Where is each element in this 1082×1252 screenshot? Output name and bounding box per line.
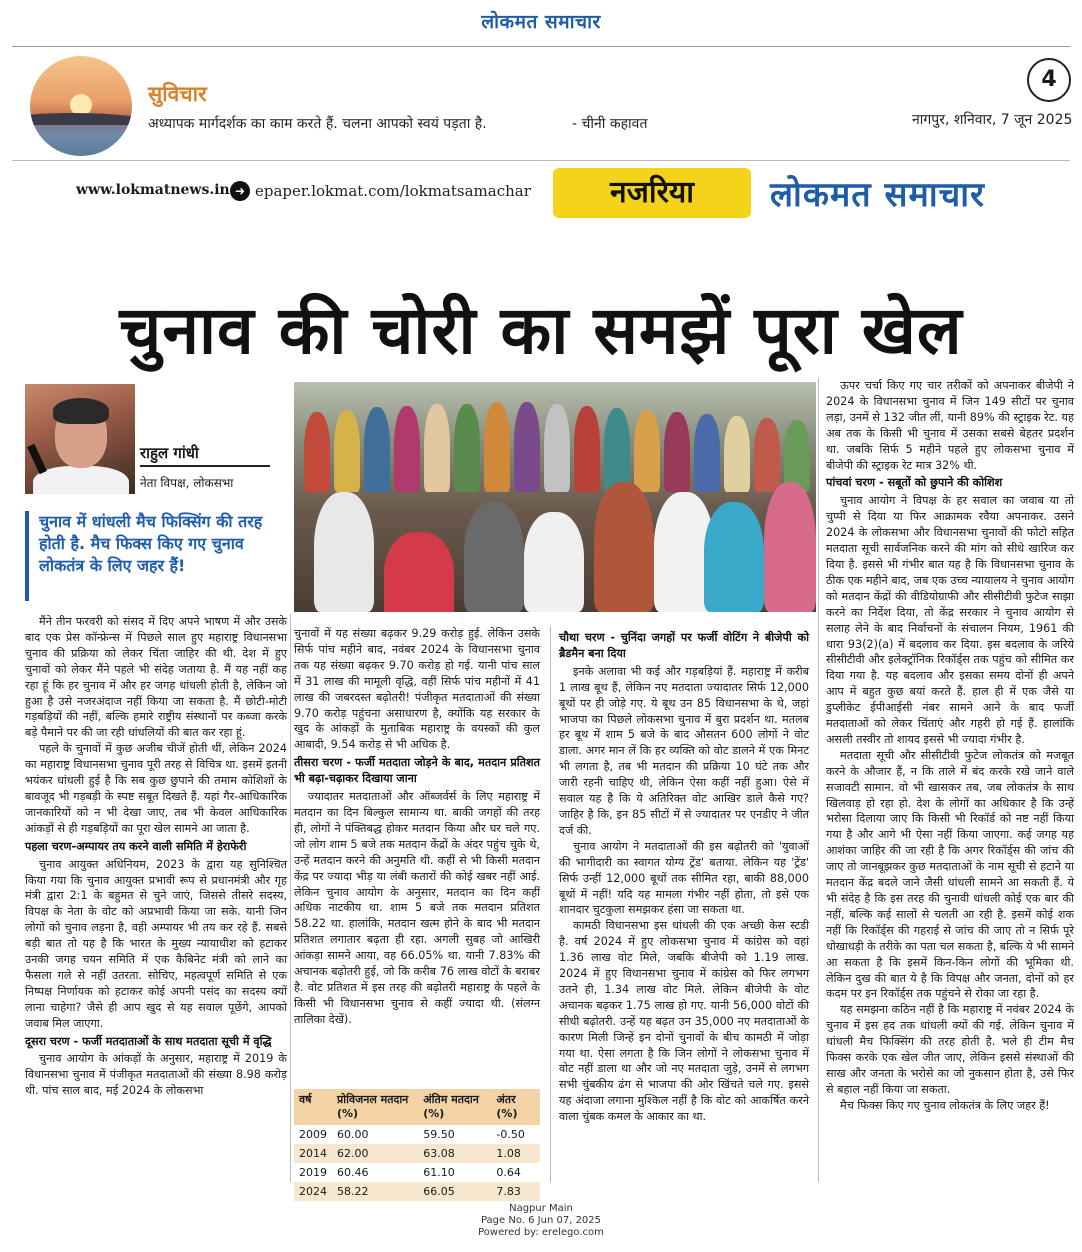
paragraph: ज्यादातर मतदाताओं और ऑब्जर्वर्स के लिए महाराष्ट्र में मतदान का दिन बिल्कुल सामान्य था. बाकी जगहों की तरह ही, लोगों ने पंक्तिबद्ध होकर मतदान किया और घर चले गए. जो लोग शाम 5 बजे तक मतदान केंद्रों के अंदर पहुंच चुके थे, उन्हें मतदान करने की अनुमति थी. कहीं से भी किसी मतदान केंद्र पर ज्यादा भीड़ या लंबी कतारों की कोई खबर नहीं आई. लेकिन चुनाव आयोग के अनुसार, मतदान का दिन कहीं अधिक नाटकीय था. शाम 5 बजे तक मतदान प्रतिशत 58.22 था. हालांकि, मतदान खत्म होने के बाद भी मतदान प्रतिशत लगातार बढ़ता ही रहा. अगली सुबह जो आखिरी आंकड़ा सामने आया, वह 66.05% था. यानी 7.83% की अचानक बढ़ोतरी हुई, जो कि करीब 76 लाख वोटों के बराबर है. वोट प्रतिशत में इस तरह की बढ़ोतरी महाराष्ट्र के पहले के किसी भी विधानसभा चुनाव से कहीं ज्यादा थी. (संलग्न तालिका देखें). xyxy=(294,790,540,1026)
table-cell: 61.10 xyxy=(418,1163,491,1182)
article-headline: चुनाव की चोरी का समझें पूरा खेल xyxy=(119,292,963,369)
turnout-table xyxy=(294,1089,540,1201)
pull-quote: चुनाव में धांधली मैच फिक्सिंग की तरह होती है. मैच फिक्स किए गए चुनाव लोकतंत्र के लिए जहर हैं! xyxy=(25,511,287,601)
author-rule xyxy=(140,465,270,467)
table-row xyxy=(294,1163,540,1182)
subheading: पांचवां चरण - सबूतों को छुपाने की कोशिश xyxy=(826,476,1003,490)
table-cell: 58.22 xyxy=(332,1182,418,1201)
table-header-row xyxy=(294,1089,540,1125)
article-column-4 xyxy=(826,378,1074,1114)
brand-logo: लोकमत समाचार xyxy=(770,175,985,215)
table-cell: 63.08 xyxy=(418,1144,491,1163)
cursor-click-icon: ➜ xyxy=(230,181,250,201)
paragraph: पहले के चुनावों में कुछ अजीब चीजें होती थीं, लेकिन 2024 का महाराष्ट्र विधानसभा चुनाव पूरी तरह से विचित्र था. इसमें इतनी भयंकर धांधली हुई है कि सब कुछ छुपाने की तमाम कोशिशों के बावजूद भी गड़बड़ी के स्पष्ट सबूत दिखते हैं. यहां गैर-आधिकारिक जानकारियों को न भी देखा जाए, तब भी केवल आधिकारिक आंकड़ों से ही गड़बड़ियों का पूरा खेल सामने आ जाता है. xyxy=(25,742,287,835)
article-column-2 xyxy=(294,626,540,1028)
table-cell: 2019 xyxy=(294,1163,332,1182)
suvichar-source: - चीनी कहावत xyxy=(572,116,648,132)
subheading: चौथा चरण - चुनिंदा जगहों पर फर्जी वोटिंग ने बीजेपी को ब्रैडमैन बना दिया xyxy=(559,631,809,660)
subheading: तीसरा चरण - फर्जी मतदाता जोड़ने के बाद, मतदान प्रतिशत भी बढ़ा-चढ़ाकर दिखाया जाना xyxy=(294,756,540,786)
paragraph: चुनाव आयोग के आंकड़ों के अनुसार, महाराष्ट्र में 2019 के विधानसभा चुनाव में पंजीकृत मतदाताओं की संख्या 8.98 करोड़ थी. पांच साल बाद, मई 2024 के लोकसभा xyxy=(25,1052,287,1098)
paragraph: चुनाव आयोग ने मतदाताओं की इस बढ़ोतरी को 'युवाओं की भागीदारी का स्वागत योग्य ट्रेंड' बताया. लेकिन यह 'ट्रेंड' सिर्फ उन्हीं 12,000 बूथों तक सीमित रहा, बाकी 88,000 बूथों में नहीं! यदि यह मामला गंभीर नहीं होता, तो इसे एक शानदार चुटकुला समझकर हंसा जा सकता था. xyxy=(559,839,809,917)
page-footer xyxy=(0,1203,1082,1239)
table-cell: 60.00 xyxy=(332,1125,418,1144)
suvichar-quote: अध्यापक मार्गदर्शक का काम करते हैं. चलना आपको स्वयं पड़ता है. xyxy=(148,116,487,132)
voters-queue-photo xyxy=(294,382,816,612)
article-column-3 xyxy=(559,628,809,1125)
suvichar-title: सुविचार xyxy=(148,82,207,106)
paragraph: चुनाव आयुक्त अधिनियम, 2023 के द्वारा यह सुनिश्चित किया गया कि चुनाव आयुक्त प्रभावी रूप से प्रधानमंत्री और गृह मंत्री द्वारा 2:1 के बहुमत से चुने जाएं, जिससे तीसरे सदस्य, विपक्ष के नेता के वोट को अप्रभावी किया जा सके. यानी जिन लोगों को चुनाव लड़ना है, वही अम्पायर भी तय कर रहे हैं. सबसे बड़ी बात तो यह है कि भारत के मुख्य न्यायाधीश को हटाकर उनकी जगह चयन समिति में एक कैबिनेट मंत्री को लाने का फैसला गले से नहीं उतरता. सोचिए, महत्वपूर्ण समिति से एक निष्पक्ष निर्णायक को हटाकर कोई अपनी पसंद का सदस्य क्यों लाना चाहेगा? जैसे ही आप खुद से यह सवाल पूछेंगे, आपको जवाब मिल जाएगा. xyxy=(25,857,287,1030)
table-header: वर्ष xyxy=(294,1089,332,1125)
paragraph: चुनाव आयोग ने विपक्ष के हर सवाल का जवाब या तो चुप्पी से दिया या फिर आक्रामक रवैया अपनाकर. उसने 2024 के लोकसभा और विधानसभा चुनावों की फोटो सहित मतदाता सूची सार्वजनिक करने की मांग को सीधे खारिज कर दिया है. इससे भी गंभीर बात यह है कि विधानसभा चुनाव के ठीक एक महीने बाद, जब एक उच्च न्यायालय ने चुनाव आयोग को मतदान केंद्रों की वीडियोग्राफी और सीसीटीवी फुटेज साझा करने का निर्देश दिया, तो केंद्र सरकार ने चुनाव आयोग से सलाह लेने के बाद निर्वाचनों के संचालन नियम, 1961 की धारा 93(2)(a) में बदलाव कर दिया. इस बदलाव के जरिये सीसीटीवी और इलेक्ट्रॉनिक रिकॉर्ड्स तक पहुंच को सीमित कर दिया गया है. यह बदलाव और इसका समय दोनों ही अपने आप में बहुत कुछ बयां करते हैं. हाल ही में एक जैसे या डुप्लीकेट ईपीआईसी नंबर सामने आने के बाद फर्जी मतदाताओं को लेकर चिंताएं और गहरी हो गई हैं. हालांकि असली तस्वीर तो शायद इससे भी ज्यादा गंभीर है. xyxy=(826,494,1074,746)
table-row xyxy=(294,1125,540,1144)
table-header: अंतर (%) xyxy=(491,1089,540,1125)
table-cell: 59.50 xyxy=(418,1125,491,1144)
table-cell: -0.50 xyxy=(491,1125,540,1144)
table-cell: 0.64 xyxy=(491,1163,540,1182)
page-number: 4 xyxy=(1027,58,1071,102)
table-row xyxy=(294,1144,540,1163)
paragraph: ऊपर चर्चा किए गए चार तरीकों को अपनाकर बीजेपी ने 2024 के विधानसभा चुनाव में जिन 149 सीटों पर चुनाव लड़ा, उनमें से 132 जीत लीं, यानी 89% की स्ट्राइक रेट. यह अब तक के किसी भी चुनाव में उसका सबसे बेहतर प्रदर्शन था. जबकि सिर्फ 5 महीने पहले हुए लोकसभा चुनाव में बीजेपी की स्ट्राइक रेट मात्र 32% थी. xyxy=(826,379,1074,472)
author-role: नेता विपक्ष, लोकसभा xyxy=(140,476,234,490)
paragraph: यह समझना कठिन नहीं है कि महाराष्ट्र में नवंबर 2024 के चुनाव में इस हद तक धांधली क्यों की गई. लेकिन चुनाव में धांधली मैच फिक्सिंग की तरह होती है. भले ही टीम मैच फिक्स करके एक खेल जीत जाए, लेकिन इससे संस्थाओं की साख और जनता के भरोसे का जो नुकसान होता है, उसे फिर से बहाल नहीं किया जा सकता. xyxy=(826,1003,1074,1096)
masthead xyxy=(0,0,1082,48)
table-header: अंतिम मतदान (%) xyxy=(418,1089,491,1125)
paragraph: कामठी विधानसभा इस धांधली की एक अच्छी केस स्टडी है. वर्ष 2024 में हुए लोकसभा चुनाव में कांग्रेस को वहां 1.36 लाख वोट मिले, जबकि बीजेपी को 1.19 लाख. 2024 में हुए विधानसभा चुनाव में कांग्रेस को फिर लगभग उतने ही, 1.34 लाख वोट मिले. लेकिन बीजेपी के वोट अचानक बढ़कर 1.75 लाख हो गए. यानी 56,000 वोटों की सीधी बढ़ोतरी. उन्हें यह बढ़त उन 35,000 नए मतदाताओं के कारण मिली जिन्हें इन दोनों चुनावों के बीच कामठी में जोड़ा गया था. ऐसा लगता है कि जिन लोगों ने लोकसभा चुनाव में वोट नहीं डाला था और जो नए मतदाता जुड़े, उनमें से लगभग सभी चुंबकीय ढंग से भाजपा की ओर खिंचते चले गए. इससे यह अंदाजा लगाना मुश्किल नहीं है कि वोट को आकर्षित करने वाला चुंबक कमल के आकार का था. xyxy=(559,919,809,1124)
paragraph: इनके अलावा भी कई और गड़बड़ियां हैं. महाराष्ट्र में करीब 1 लाख बूथ हैं, लेकिन नए मतदाता ज्यादातर सिर्फ 12,000 बूथों पर ही जोड़े गए. ये बूथ उन 85 विधानसभा के थे, जहां भाजपा का पिछले लोकसभा चुनाव में बुरा प्रदर्शन था. मतलब हर बूथ में शाम 5 बजे के बाद औसतन 600 लोगों ने वोट डाला. अगर मान लें कि हर व्यक्ति को वोट डालने में एक मिनट भी लगता है, तब भी मतदान की प्रक्रिया 10 घंटे तक और जारी रहनी चाहिए थी, लेकिन ऐसा कहीं नहीं हुआ। ऐसे में सवाल यह है कि ये अतिरिक्त वोट आखिर डाले कैसे गए? जाहिर है कि, इन 85 सीटों में से ज्यादातर पर एनडीए ने जीत दर्ज की. xyxy=(559,664,809,837)
website-link[interactable]: www.lokmatnews.in xyxy=(76,182,230,198)
masthead-rule xyxy=(12,46,1070,47)
masthead-brand: लोकमत समाचार xyxy=(481,11,601,33)
section-label: नजरिया xyxy=(553,168,751,218)
paragraph: मैच फिक्स किए गए चुनाव लोकतंत्र के लिए जहर हैं! xyxy=(840,1098,1050,1112)
footer-edition: Nagpur Main xyxy=(509,1203,573,1214)
table-cell: 7.83 xyxy=(491,1182,540,1201)
table-cell: 60.46 xyxy=(332,1163,418,1182)
paragraph: चुनावों में यह संख्या बढ़कर 9.29 करोड़ हुई. लेकिन उसके सिर्फ पांच महीने बाद, नवंबर 2024 के विधानसभा चुनाव तक यह संख्या बढ़कर 9.70 करोड़ हो गई. यानी पांच साल में 31 लाख की मामूली वृद्धि, वहीं सिर्फ पांच महीनों में 41 लाख की जबरदस्त बढ़ोतरी! पंजीकृत मतदाताओं की संख्या 9.70 करोड़ पहुंचना असाधारण है, क्योंकि यह सरकार के खुद के आंकड़ों के मुताबिक महाराष्ट्र के वयस्कों की कुल आबादी, 9.54 करोड़ से भी अधिक है. xyxy=(294,627,540,752)
article-column-1 xyxy=(25,614,287,1099)
suvichar-sunset-image xyxy=(30,56,132,156)
table-cell: 2024 xyxy=(294,1182,332,1201)
table-cell: 62.00 xyxy=(332,1144,418,1163)
table-cell: 66.05 xyxy=(418,1182,491,1201)
column-rule xyxy=(818,378,819,1182)
column-rule xyxy=(550,626,551,1182)
paragraph: मतदाता सूची और सीसीटीवी फुटेज लोकतंत्र को मजबूत करने के औजार हैं, न कि ताले में बंद करके रखे जाने वाले सजावटी सामान. वो भी खासकर तब, जब लोकतंत्र के साथ खिलवाड़ हो रहा हो. देश के लोगों का अधिकार है कि उन्हें भरोसा दिलाया जाए कि किसी भी रिकॉर्ड को नष्ट नहीं किया गया है और आगे भी ऐसा नहीं किया जाएगा. कई जगह यह आशंका जाहिर की जा रही है कि अगर रिकॉर्ड्स की जांच की जाए तो जानबूझकर कुछ मतदाताओं के नाम सूची से हटाने या मतदान केंद्र बदले जाने जैसी धांधली सामने आ सकती हैं. ये भी संदेह है कि इस तरह की चुनावी धांधली कोई एक बार की नहीं, बल्कि कई सालों से चलती आ रही है. इसमें कोई शक नहीं कि रिकॉर्ड्स की गहराई से जांच की जाए तो न सिर्फ पूरे धोखाधड़ी के तरीके का पता चल सकता है, बल्कि ये भी सामने आ सकता है कि इसमें किन-किन लोगों की भूमिका थी. लेकिन दुख की बात ये है कि विपक्ष और जनता, दोनों को हर कदम पर इन रिकॉर्ड्स तक पहुंचने से रोका जा रहा है. xyxy=(826,748,1075,1001)
table-cell: 2009 xyxy=(294,1125,332,1144)
paragraph: मैंने तीन फरवरी को संसद में दिए अपने भाषण में और उसके बाद एक प्रेस कॉन्फ्रेन्स में पिछले साल हुए महाराष्ट्र विधानसभा चुनाव की प्रक्रिया को लेकर चिंता जाहिर की थी. देश में हुए चुनावों को लेकर मैंने पहले भी संदेह जताया है. मैं यह नहीं कह रहा हूं कि हर चुनाव में और हर जगह धांधली होती है, लेकिन जो हुआ है उसे नजरअंदाज नहीं किया जा सकता है. मैं छोटी-मोटी गड़बड़ियों की नहीं, बल्कि हमारे राष्ट्रीय संस्थानों पर कब्जा करके बड़े पैमाने पर की जा रही धांधलियों की बात कर रहा हूं. xyxy=(25,615,287,740)
table-cell: 2014 xyxy=(294,1144,332,1163)
author-photo xyxy=(25,384,135,494)
column-rule xyxy=(290,614,291,1182)
table-row xyxy=(294,1182,540,1201)
table-cell: 1.08 xyxy=(491,1144,540,1163)
subheading: पहला चरण-अम्पायर तय करने वाली समिति में हेराफेरी xyxy=(25,839,247,853)
header-rule xyxy=(12,160,1070,161)
epaper-link[interactable]: epaper.lokmat.com/lokmatsamachar xyxy=(255,182,531,200)
footer-page-info: Page No. 6 Jun 07, 2025 xyxy=(480,1215,602,1226)
subheading: दूसरा चरण - फर्जी मतदाताओं के साथ मतदाता सूची में वृद्धि xyxy=(25,1034,272,1048)
table-header: प्रोविजनल मतदान (%) xyxy=(332,1089,418,1125)
dateline: नागपुर, शनिवार, 7 जून 2025 xyxy=(912,112,1073,128)
footer-powered-by: Powered by: erelego.com xyxy=(478,1227,604,1238)
author-name: राहुल गांधी xyxy=(140,444,199,462)
